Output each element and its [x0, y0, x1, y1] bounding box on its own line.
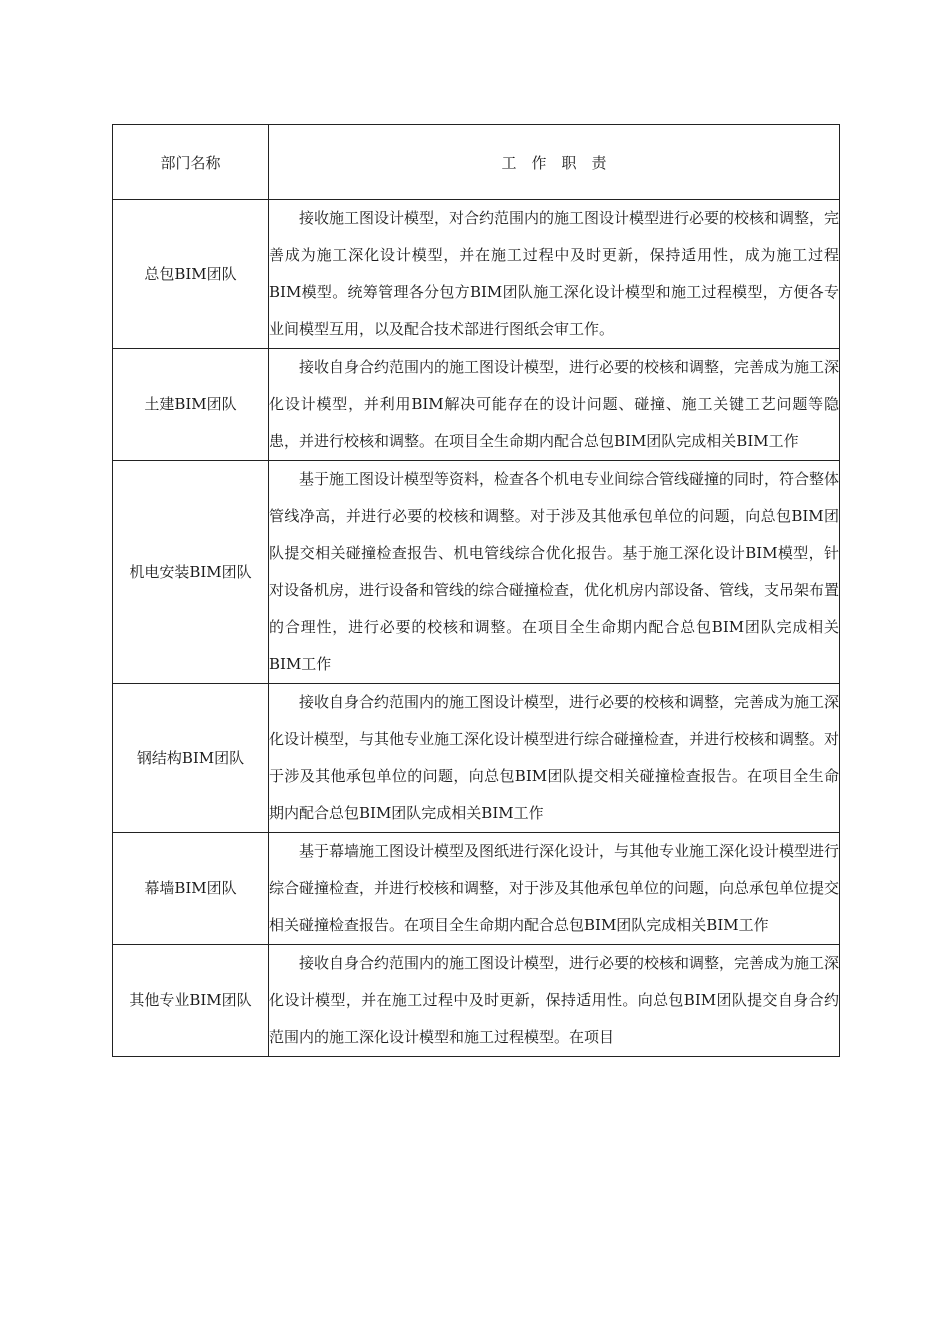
dept-cell: 其他专业BIM团队	[113, 945, 269, 1057]
duty-cell: 基于幕墙施工图设计模型及图纸进行深化设计，与其他专业施工深化设计模型进行综合碰撞检查，并进行校核和调整，对于涉及其他承包单位的问题，向总承包单位提交相关碰撞检查报告。在项目全生命期内配合总包BIM团队完成相关BIM工作	[269, 833, 840, 945]
table-row	[113, 833, 840, 945]
header-duty-cell: 工 作 职 责	[269, 125, 840, 200]
table-row	[113, 945, 840, 1057]
dept-cell: 钢结构BIM团队	[113, 684, 269, 833]
table-row	[113, 349, 840, 461]
dept-cell: 机电安装BIM团队	[113, 461, 269, 684]
duty-cell: 接收自身合约范围内的施工图设计模型，进行必要的校核和调整，完善成为施工深化设计模型，并利用BIM解决可能存在的设计问题、碰撞、施工关键工艺问题等隐患，并进行校核和调整。在项目全生命期内配合总包BIM团队完成相关BIM工作	[269, 349, 840, 461]
responsibility-table	[112, 124, 840, 1057]
duty-cell: 基于施工图设计模型等资料，检查各个机电专业间综合管线碰撞的同时，符合整体管线净高，并进行必要的校核和调整。对于涉及其他承包单位的问题，向总包BIM团队提交相关碰撞检查报告、机电管线综合优化报告。基于施工深化设计BIM模型，针对设备机房，进行设备和管线的综合碰撞检查，优化机房内部设备、管线，支吊架布置的合理性，进行必要的校核和调整。在项目全生命期内配合总包BIM团队完成相关BIM工作	[269, 461, 840, 684]
table-row	[113, 684, 840, 833]
duty-cell: 接收施工图设计模型，对合约范围内的施工图设计模型进行必要的校核和调整，完善成为施工深化设计模型，并在施工过程中及时更新，保持适用性，成为施工过程BIM模型。统筹管理各分包方BIM团队施工深化设计模型和施工过程模型，方便各专业间模型互用，以及配合技术部进行图纸会审工作。	[269, 200, 840, 349]
duty-cell: 接收自身合约范围内的施工图设计模型，进行必要的校核和调整，完善成为施工深化设计模型，与其他专业施工深化设计模型进行综合碰撞检查，并进行校核和调整。对于涉及其他承包单位的问题，向总包BIM团队提交相关碰撞检查报告。在项目全生命期内配合总包BIM团队完成相关BIM工作	[269, 684, 840, 833]
table-row	[113, 461, 840, 684]
dept-cell: 土建BIM团队	[113, 349, 269, 461]
table-row	[113, 200, 840, 349]
header-dept-cell: 部门名称	[113, 125, 269, 200]
dept-cell: 幕墙BIM团队	[113, 833, 269, 945]
dept-cell: 总包BIM团队	[113, 200, 269, 349]
table-header-row	[113, 125, 840, 200]
duty-cell: 接收自身合约范围内的施工图设计模型，进行必要的校核和调整，完善成为施工深化设计模型，并在施工过程中及时更新，保持适用性。向总包BIM团队提交自身合约范围内的施工深化设计模型和施工过程模型。在项目	[269, 945, 840, 1057]
